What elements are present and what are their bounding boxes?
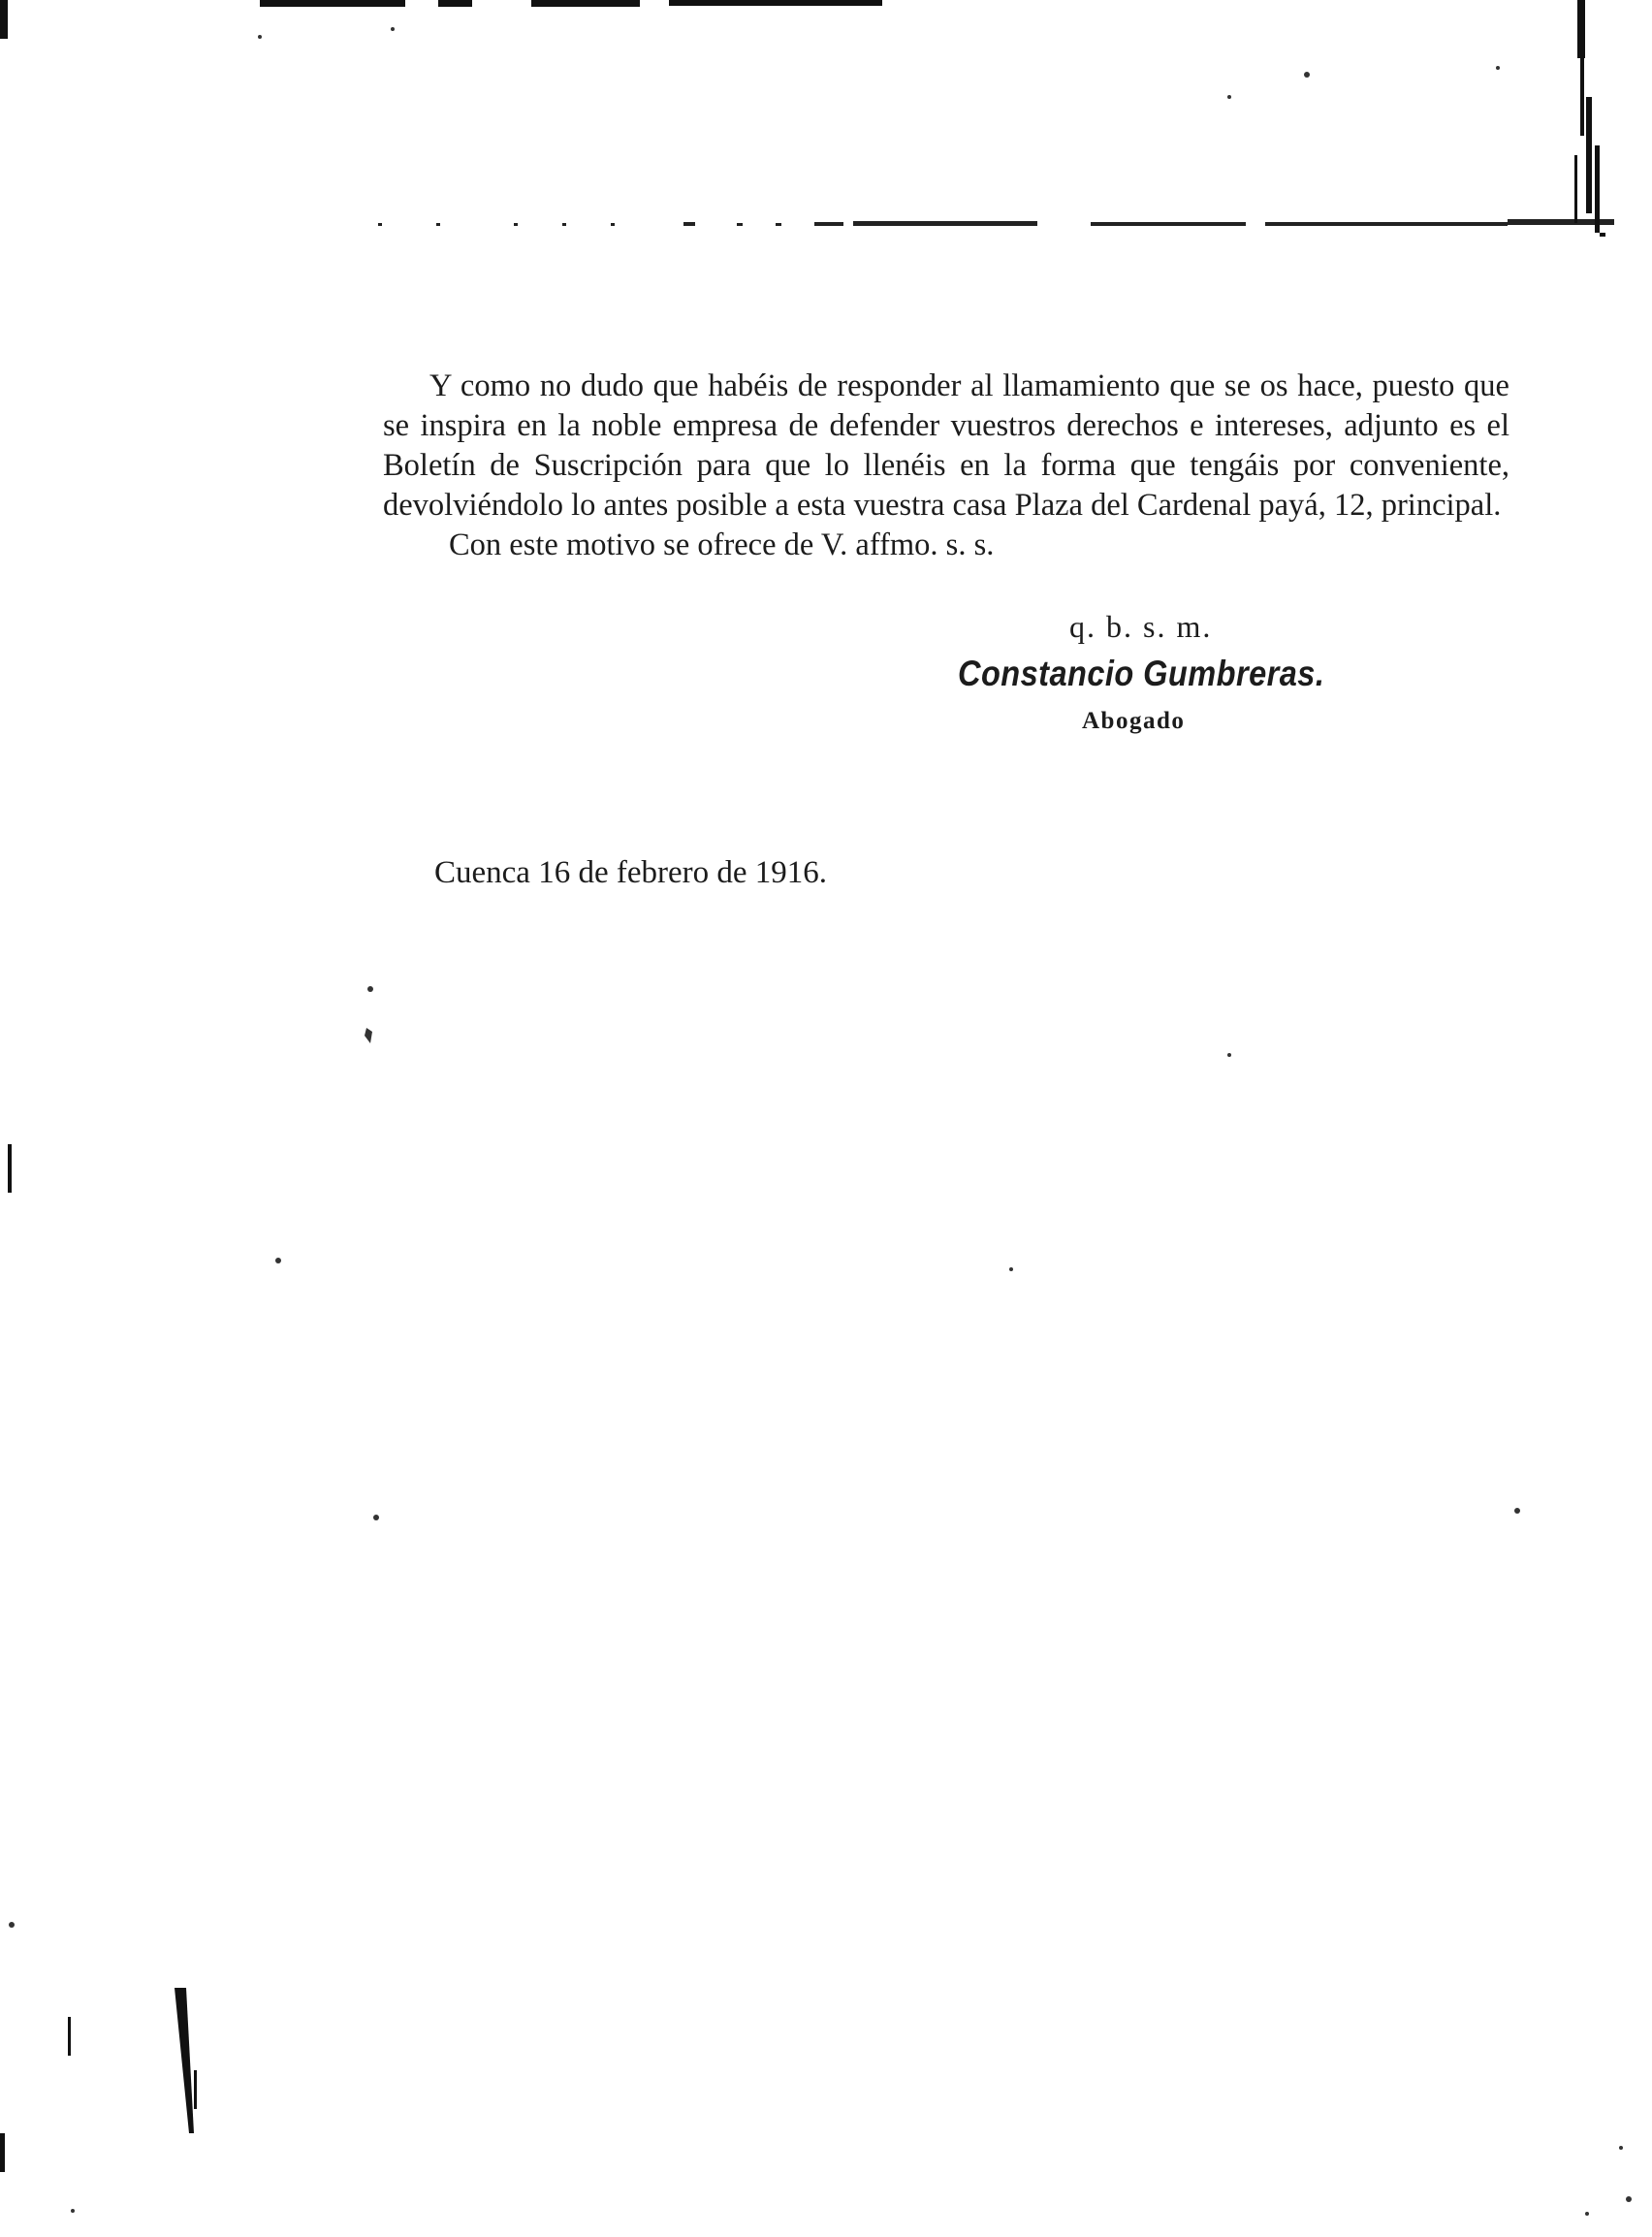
left-edge-marks	[0, 0, 197, 2172]
separator-line	[378, 219, 1614, 226]
signature-profession: Abogado	[1082, 708, 1186, 734]
main-paragraph: Y como no dudo que habéis de responder al llamamiento que se os hace, puesto que se inspira en la noble empresa de defender vuestros derechos e intereses, adjunto es el Boletín de Suscripción para que lo llenéis en la forma que tengáis por conveniente, devolviéndolo lo antes posible a esta vuestra casa Plaza del Cardenal payá, 12, principal.	[383, 368, 1509, 523]
place-date: Cuenca 16 de febrero de 1916.	[434, 855, 828, 890]
letter-body	[383, 367, 1509, 565]
signature-name: Constancio Gumbreras.	[958, 654, 1325, 693]
specks	[9, 27, 1632, 2216]
courtesy-formula: q. b. s. m.	[1069, 609, 1213, 644]
top-edge-marks	[260, 0, 882, 7]
closing-line: Con este motivo se ofrece de V. affmo. s. s.	[449, 527, 995, 562]
right-edge-marks	[1574, 0, 1605, 237]
